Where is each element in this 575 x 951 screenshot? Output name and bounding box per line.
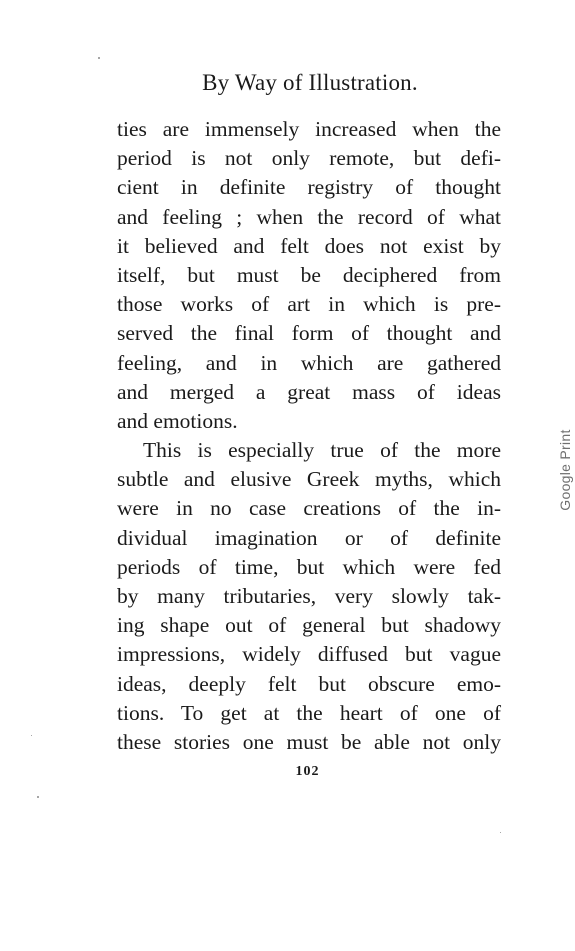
text-line: itself, but must be deciphered from bbox=[117, 262, 501, 287]
paragraph-1 bbox=[117, 115, 501, 436]
text-line: cient in definite registry of thought bbox=[117, 175, 501, 200]
text-line: it believed and felt does not exist by bbox=[117, 233, 501, 258]
text-line: were in no case creations of the in- bbox=[117, 496, 501, 521]
text-line: and merged a great mass of ideas bbox=[117, 379, 501, 404]
page-number: 102 bbox=[295, 764, 320, 779]
paragraph-2 bbox=[117, 436, 501, 757]
text-line: tions. To get at the heart of one of bbox=[117, 700, 501, 725]
text-line: ing shape out of general but shadowy bbox=[117, 613, 501, 638]
watermark-text: Google Print bbox=[557, 429, 573, 511]
text-line: and feeling ; when the record of what bbox=[117, 204, 501, 229]
paper-speck bbox=[37, 796, 39, 798]
body-text bbox=[117, 115, 501, 757]
google-print-watermark bbox=[553, 420, 575, 520]
text-line: these stories one must be able not only bbox=[117, 729, 501, 754]
text-line: by many tributaries, very slowly tak- bbox=[117, 584, 501, 608]
text-line: those works of art in which is pre- bbox=[117, 292, 501, 317]
text-line: period is not only remote, but defi- bbox=[117, 146, 501, 171]
text-line: served the final form of thought and bbox=[117, 321, 501, 346]
text-line: subtle and elusive Greek myths, which bbox=[117, 467, 501, 492]
paper-speck bbox=[500, 832, 501, 833]
running-title: By Way of Illustration. bbox=[202, 70, 418, 95]
text-line: and emotions. bbox=[117, 408, 238, 433]
text-line: This is especially true of the more bbox=[143, 438, 501, 463]
text-line: ideas, deeply felt but obscure emo- bbox=[117, 671, 501, 696]
text-line: ties are immensely increased when the bbox=[117, 117, 501, 141]
text-line: impressions, widely diffused but vague bbox=[117, 642, 501, 667]
text-line: feeling, and in which are gathered bbox=[117, 350, 501, 375]
text-line: periods of time, but which were fed bbox=[117, 554, 501, 579]
paper-speck bbox=[31, 735, 32, 736]
text-line: dividual imagination or of definite bbox=[117, 525, 501, 550]
paper-speck bbox=[98, 57, 100, 59]
